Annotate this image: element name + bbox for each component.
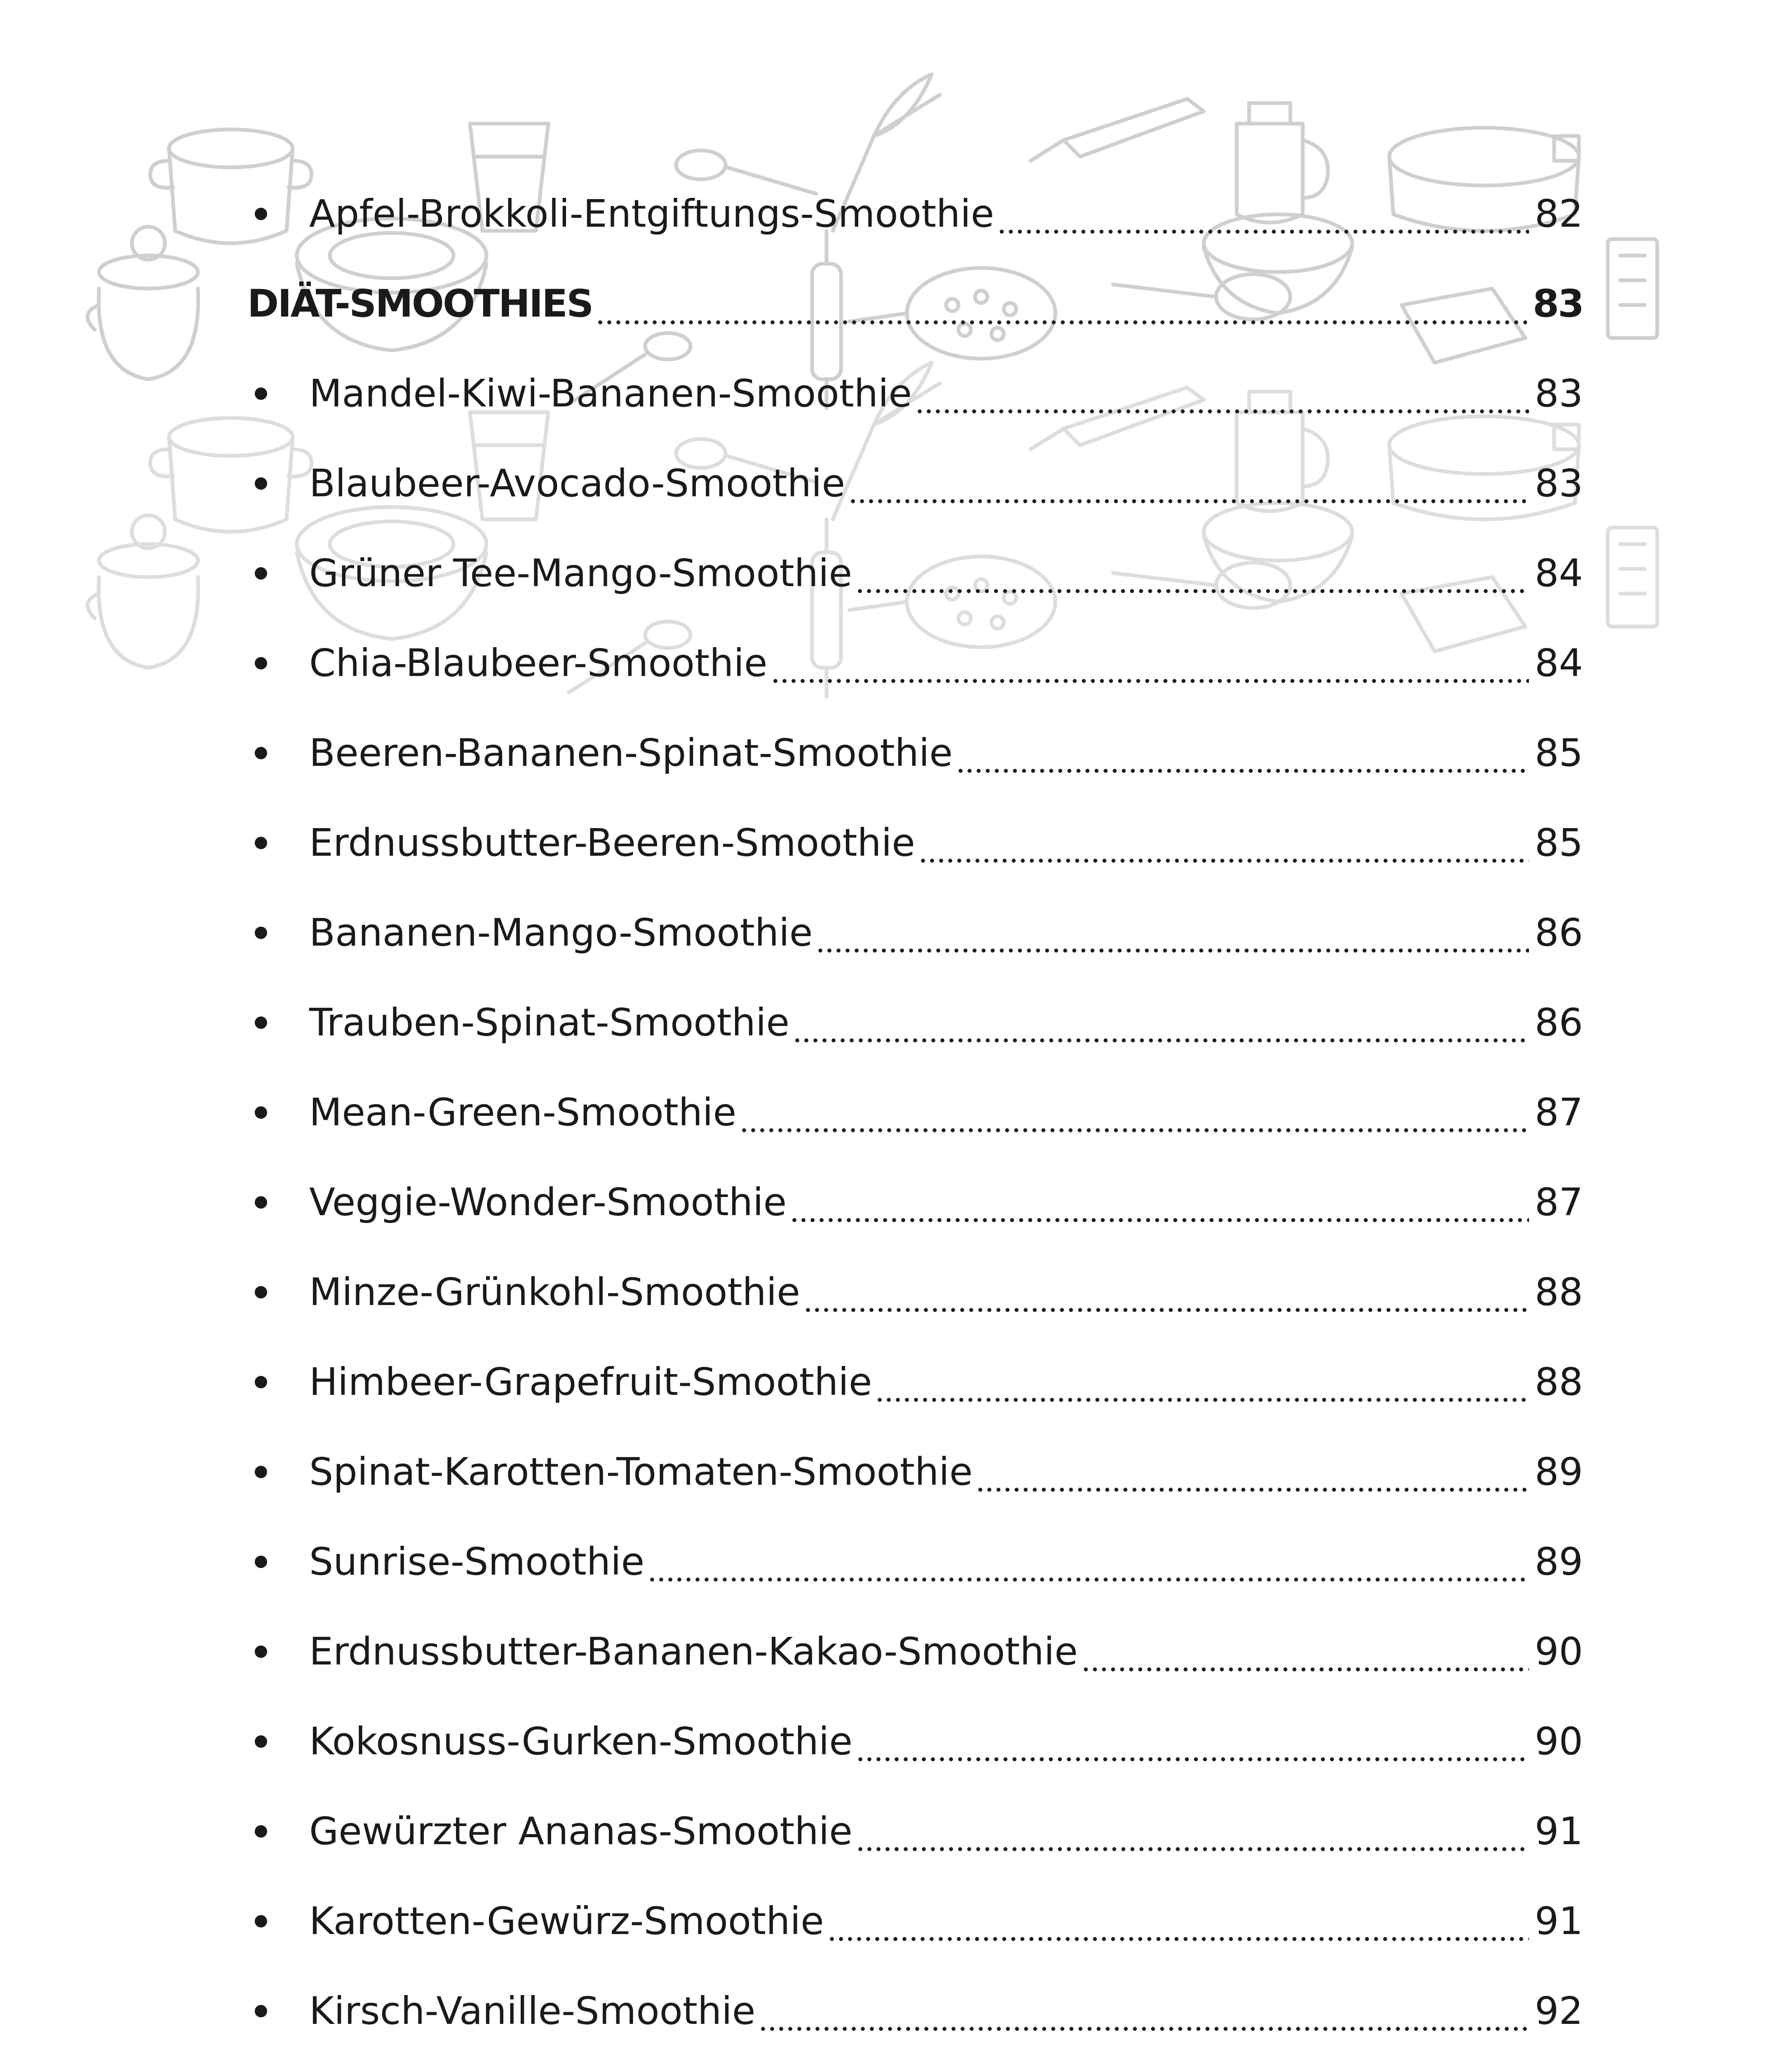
toc-entry-title: Karotten-Gewürz-Smoothie xyxy=(309,1899,824,1943)
toc-entry-title: Trauben-Spinat-Smoothie xyxy=(309,1000,790,1045)
toc-section-heading[interactable] xyxy=(247,259,1583,349)
toc-entry-page: 86 xyxy=(1534,1000,1583,1045)
toc-entry-page: 83 xyxy=(1534,371,1583,415)
dot-leader xyxy=(875,1397,1529,1402)
toc-entry[interactable] xyxy=(247,1068,1583,1157)
dot-leader xyxy=(803,1307,1529,1312)
toc-entry[interactable] xyxy=(247,1247,1583,1337)
toc-entry[interactable] xyxy=(247,1697,1583,1786)
dot-leader xyxy=(759,2026,1529,2031)
dot-leader xyxy=(793,1038,1529,1043)
toc-entry-page: 87 xyxy=(1534,1180,1583,1224)
toc-entry[interactable] xyxy=(247,1876,1583,1966)
bullet-icon xyxy=(255,1106,267,1119)
dot-leader xyxy=(915,409,1529,414)
toc-entry-title: Chia-Blaubeer-Smoothie xyxy=(309,641,768,685)
toc-entry-page: 83 xyxy=(1534,461,1583,505)
toc-entry-title: Himbeer-Grapefruit-Smoothie xyxy=(309,1360,872,1404)
toc-entry[interactable] xyxy=(247,528,1583,618)
toc-entry-title: Kokosnuss-Gurken-Smoothie xyxy=(309,1719,853,1763)
dot-leader xyxy=(918,858,1529,863)
bullet-icon xyxy=(255,927,267,939)
toc-entry-page: 88 xyxy=(1534,1360,1583,1404)
dot-leader xyxy=(855,589,1529,594)
bullet-icon xyxy=(255,1466,267,1478)
dot-leader xyxy=(997,229,1529,234)
toc-entry-page: 85 xyxy=(1534,821,1583,865)
dot-leader xyxy=(1081,1667,1529,1672)
dot-leader xyxy=(976,1487,1529,1492)
bullet-icon xyxy=(255,1735,267,1748)
toc-entry-title: Bananen-Mango-Smoothie xyxy=(309,911,813,955)
bullet-icon xyxy=(255,1915,267,1927)
toc-entry-page: 84 xyxy=(1534,551,1583,595)
toc-entry[interactable] xyxy=(247,439,1583,528)
toc-entry-title: Blaubeer-Avocado-Smoothie xyxy=(309,461,846,505)
bullet-icon xyxy=(255,387,267,400)
bullet-icon xyxy=(255,1196,267,1209)
dot-leader xyxy=(740,1128,1529,1133)
bullet-icon xyxy=(255,208,267,220)
toc-entry[interactable] xyxy=(247,1607,1583,1697)
toc-entry-page: 90 xyxy=(1534,1719,1583,1763)
toc-entry-page: 92 xyxy=(1534,1989,1583,2033)
toc-entry[interactable] xyxy=(247,169,1583,259)
toc-entry[interactable] xyxy=(247,798,1583,888)
toc-entry-title: Kirsch-Vanille-Smoothie xyxy=(309,1989,756,2033)
toc-entry-title: Gewürzter Ananas-Smoothie xyxy=(309,1809,853,1853)
bullet-icon xyxy=(255,837,267,849)
bullet-icon xyxy=(255,477,267,490)
toc-entry-title: Apfel-Brokkoli-Entgiftungs-Smoothie xyxy=(309,192,994,236)
toc-entry-title: Erdnussbutter-Beeren-Smoothie xyxy=(309,821,915,865)
bullet-icon xyxy=(255,1825,267,1838)
toc-entry-title: Mean-Green-Smoothie xyxy=(309,1090,737,1134)
bullet-icon xyxy=(255,567,267,580)
toc-entry-title: Spinat-Karotten-Tomaten-Smoothie xyxy=(309,1450,973,1494)
toc-entry-page: 88 xyxy=(1534,1270,1583,1314)
bullet-icon xyxy=(255,1016,267,1029)
bullet-icon xyxy=(255,2005,267,2017)
dot-leader xyxy=(827,1937,1529,1941)
bullet-icon xyxy=(255,1646,267,1658)
table-of-contents xyxy=(247,169,1583,2061)
bullet-icon xyxy=(255,747,267,759)
dot-leader xyxy=(856,1847,1529,1852)
toc-entry[interactable] xyxy=(247,1966,1583,2056)
toc-entry[interactable] xyxy=(247,1786,1583,1876)
toc-entry[interactable] xyxy=(247,2056,1583,2061)
bullet-icon xyxy=(255,1286,267,1298)
toc-entry-page: 87 xyxy=(1534,1090,1583,1134)
dot-leader xyxy=(956,768,1529,773)
toc-entry-page: 89 xyxy=(1534,1540,1583,1584)
toc-entry-page: 90 xyxy=(1534,1629,1583,1674)
toc-entry-title: Erdnussbutter-Bananen-Kakao-Smoothie xyxy=(309,1629,1078,1674)
toc-entry-title: Sunrise-Smoothie xyxy=(309,1540,645,1584)
toc-entry[interactable] xyxy=(247,1157,1583,1247)
toc-entry-page: 91 xyxy=(1534,1809,1583,1853)
bullet-icon xyxy=(255,657,267,669)
toc-entry[interactable] xyxy=(247,618,1583,708)
dot-leader xyxy=(648,1577,1529,1582)
toc-entry-page: 84 xyxy=(1534,641,1583,685)
toc-entry-title: Grüner Tee-Mango-Smoothie xyxy=(309,551,853,595)
toc-entry-title: Mandel-Kiwi-Bananen-Smoothie xyxy=(309,371,912,415)
toc-entry[interactable] xyxy=(247,888,1583,978)
toc-section-page: 83 xyxy=(1532,282,1583,326)
dot-leader xyxy=(790,1218,1529,1223)
toc-entry-title: Minze-Grünkohl-Smoothie xyxy=(309,1270,800,1314)
toc-entry-title: Veggie-Wonder-Smoothie xyxy=(309,1180,787,1224)
dot-leader xyxy=(856,1757,1529,1762)
toc-entry[interactable] xyxy=(247,1517,1583,1607)
dot-leader xyxy=(596,320,1527,325)
toc-entry-page: 82 xyxy=(1534,192,1583,236)
toc-entry[interactable] xyxy=(247,978,1583,1068)
toc-section-title: DIÄT-SMOOTHIES xyxy=(247,282,593,326)
toc-entry-page: 85 xyxy=(1534,731,1583,775)
dot-leader xyxy=(816,948,1529,953)
dot-leader xyxy=(771,678,1529,683)
bullet-icon xyxy=(255,1376,267,1388)
toc-entry[interactable] xyxy=(247,1427,1583,1517)
bullet-icon xyxy=(255,1556,267,1568)
toc-entry-page: 86 xyxy=(1534,911,1583,955)
toc-entry-title: Beeren-Bananen-Spinat-Smoothie xyxy=(309,731,953,775)
dot-leader xyxy=(848,499,1529,504)
toc-entry-page: 89 xyxy=(1534,1450,1583,1494)
toc-entry[interactable] xyxy=(247,708,1583,798)
toc-entry[interactable] xyxy=(247,349,1583,439)
toc-entry-page: 91 xyxy=(1534,1899,1583,1943)
toc-entry[interactable] xyxy=(247,1337,1583,1427)
